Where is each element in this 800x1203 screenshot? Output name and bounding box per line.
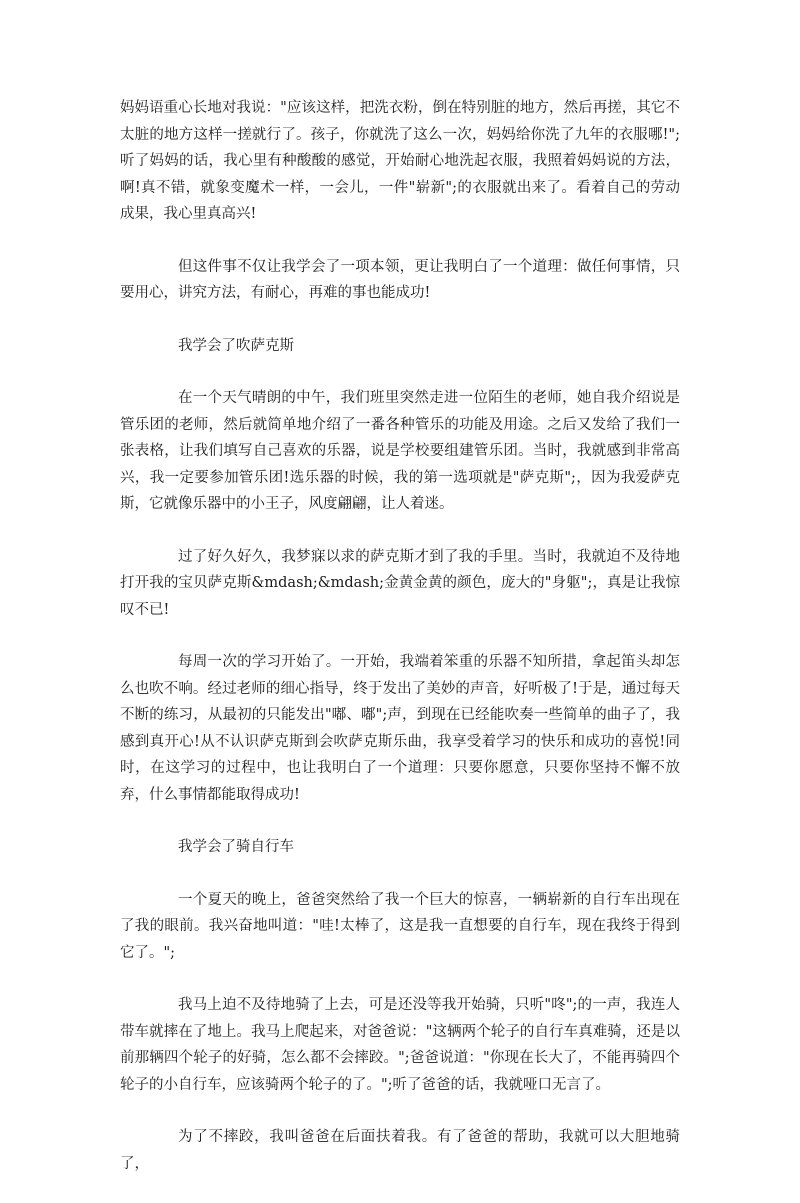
- paragraph-father-helps: 为了不摔跤，我叫爸爸在后面扶着我。有了爸爸的帮助，我就可以大胆地骑了，: [120, 1129, 680, 1172]
- section-heading-saxophone: 我学会了吹萨克斯: [178, 337, 294, 354]
- section-heading-bicycle: 我学会了骑自行车: [178, 839, 294, 855]
- paragraph-new-bicycle: 一个夏天的晚上，爸爸突然给了我一个巨大的惊喜，一辆崭新的自行车出现在了我的眼前。我兴奋地叫道："哇!太棒了，这是我一直想要的自行车，现在我终于得到它了。";: [120, 891, 680, 961]
- paragraph-lesson-learned: 但这件事不仅让我学会了一项本领，更让我明白了一个道理：做任何事情，只要用心，讲究方法，有耐心，再难的事也能成功!: [120, 258, 680, 301]
- paragraph-saxophone-arrives: 过了好久好久，我梦寐以求的萨克斯才到了我的手里。当时，我就迫不及待地打开我的宝贝萨克斯&mdash;&mdash;金黄金黄的颜色，庞大的"身躯";，真是让我惊叹不已!: [120, 548, 680, 618]
- paragraph-mother-advice: 妈妈语重心长地对我说："应该这样，把洗衣粉，倒在特别脏的地方，然后再搓，其它不太脏的地方这样一搓就行了。孩子，你就洗了这么一次，妈妈给你洗了九年的衣服哪!";听了妈妈的话，我心里有种酸酸的感觉，开始耐心地洗起衣服，我照着妈妈说的方法，啊!真不错，就象变魔术一样，一会儿，一件"崭新";的衣服就出来了。看着自己的劳动成果，我心里真高兴!: [120, 100, 680, 222]
- paragraph-weekly-practice: 每周一次的学习开始了。一开始，我端着笨重的乐器不知所措，拿起笛头却怎么也吹不响。经过老师的细心指导，终于发出了美妙的声音，好听极了!于是，通过每天不断的练习，从最初的只能发出"嘟、嘟";声，到现在已经能吹奏一些简单的曲子了，我感到真开心!从不认识萨克斯到会吹萨克斯乐曲，我享受着学习的快乐和成功的喜悦!同时，在这学习的过程中，也让我明白了一个道理：只要你愿意，只要你坚持不懈不放弃，什么事情都能取得成功!: [120, 654, 680, 803]
- paragraph-band-teacher: 在一个天气晴朗的中午，我们班里突然走进一位陌生的老师，她自我介绍说是管乐团的老师，然后就简单地介绍了一番各种管乐的功能及用途。之后又发给了我们一张表格，让我们填写自己喜欢的乐器，说是学校要组建管乐团。当时，我就感到非常高兴，我一定要参加管乐团!选乐器的时候，我的第一选项就是"萨克斯";，因为我爱萨克斯，它就像乐器中的小王子，风度翩翩，让人着迷。: [120, 390, 680, 512]
- paragraph-first-fall: 我马上迫不及待地骑了上去，可是还没等我开始骑，只听"咚";的一声，我连人带车就摔在了地上。我马上爬起来，对爸爸说："这辆两个轮子的自行车真难骑，还是以前那辆四个轮子的好骑，怎么都不会摔跤。";爸爸说道："你现在长大了，不能再骑四个轮子的小自行车，应该骑两个轮子的了。";听了爸爸的话，我就哑口无言了。: [120, 997, 680, 1093]
- document-body: [120, 95, 680, 1203]
